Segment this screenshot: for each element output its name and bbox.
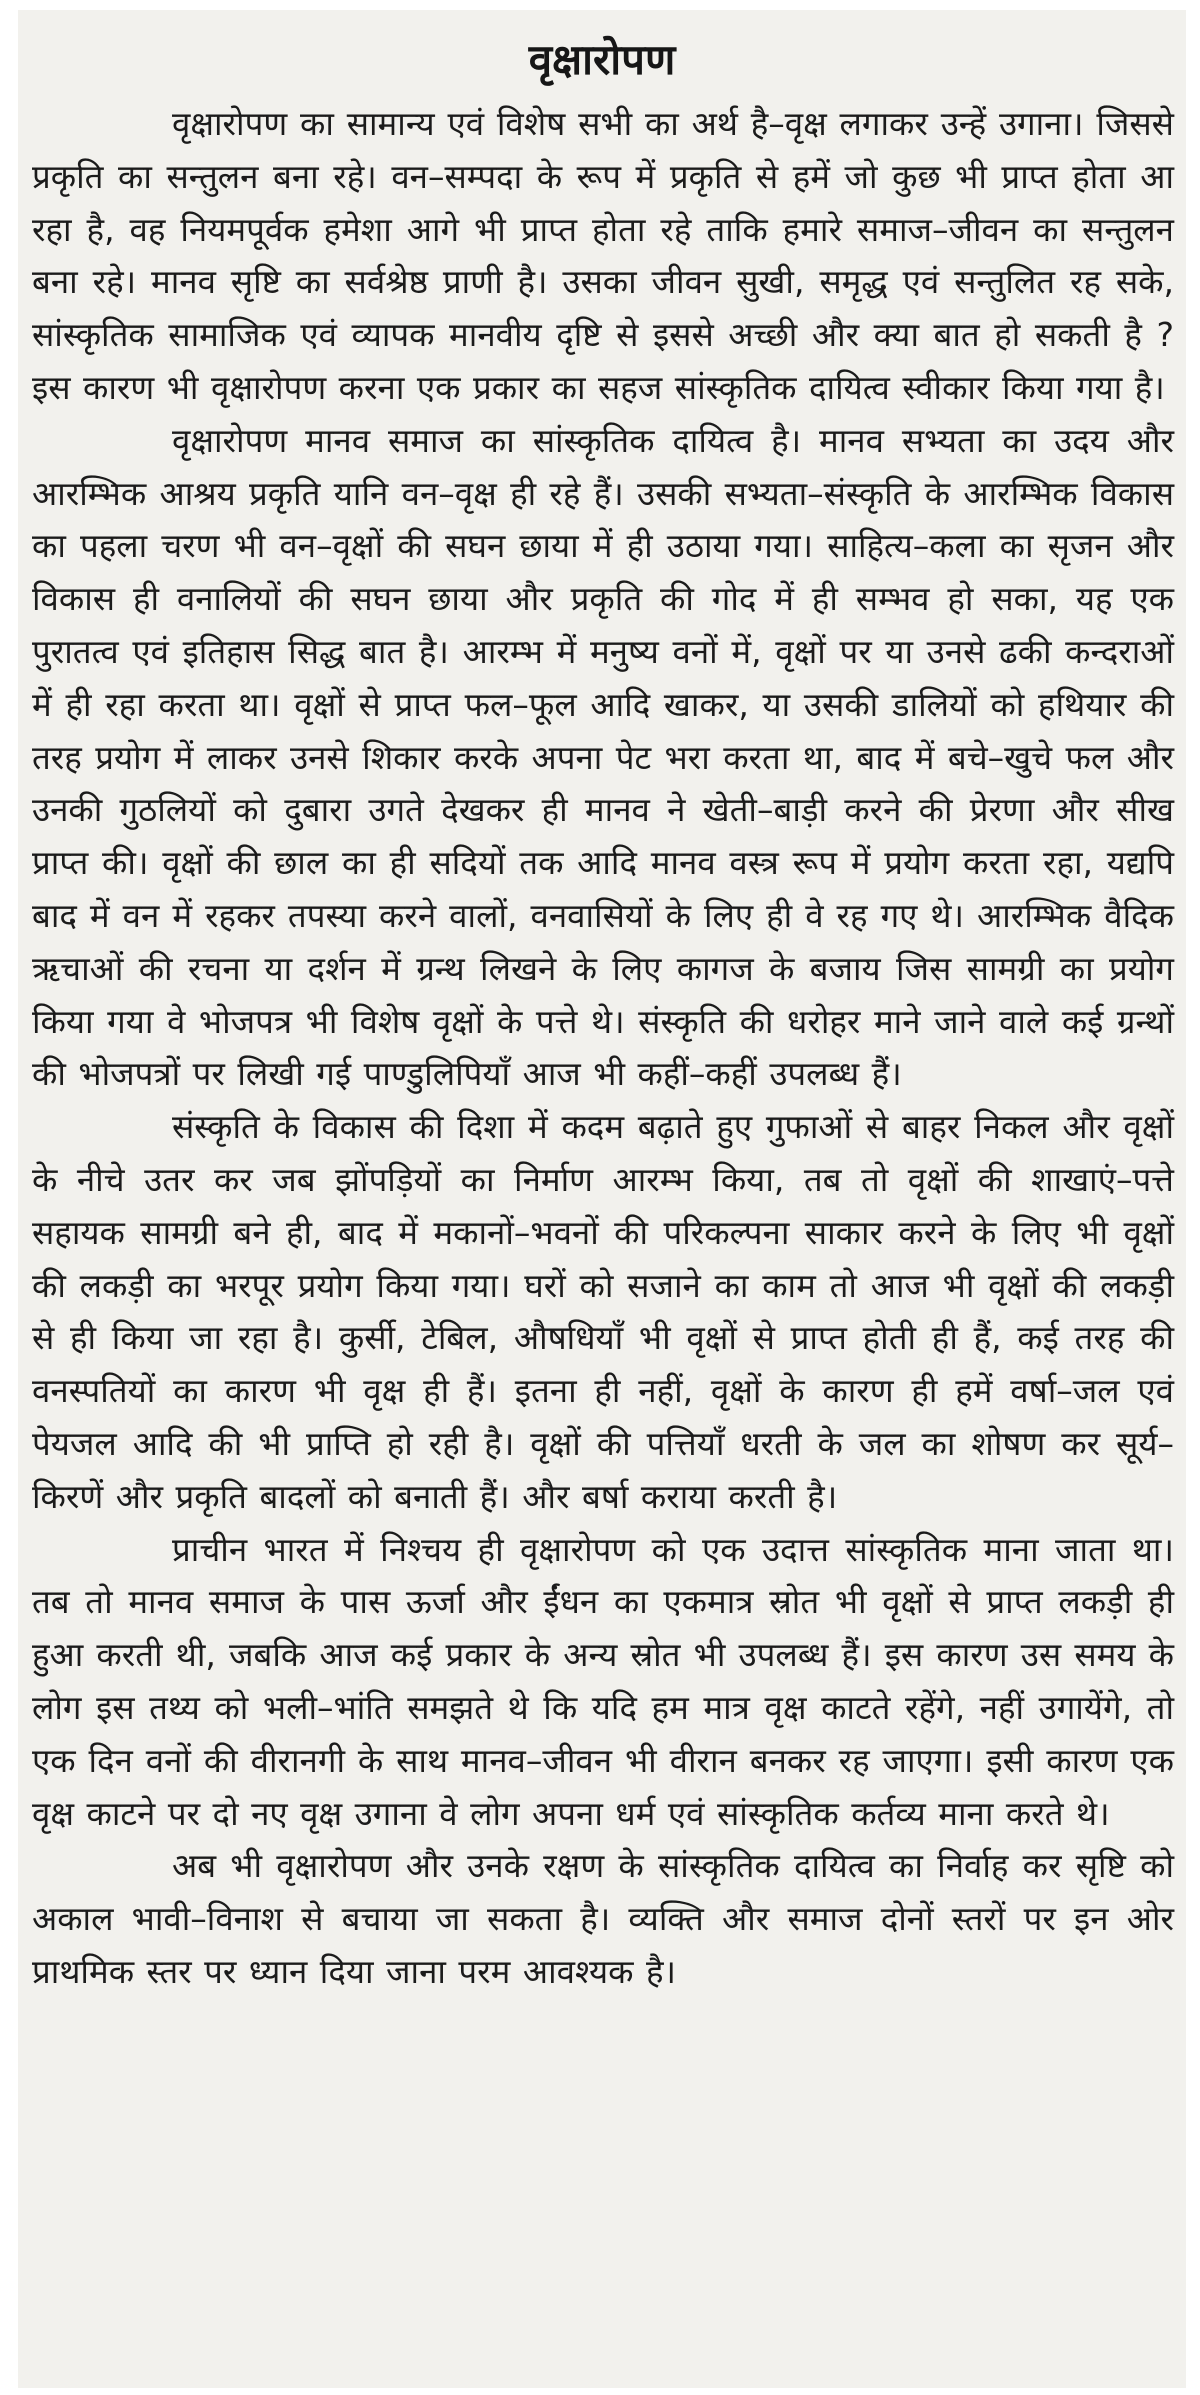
paragraph-5: अब भी वृक्षारोपण और उनके रक्षण के सांस्कृतिक दायित्व का निर्वाह कर सृष्टि को अकाल भावी–विनाश से बचाया जा सकता है। व्यक्ति और समाज दोनों स्तरों पर इन ओर प्राथमिक स्तर पर ध्यान दिया जाना परम आवश्यक है। — [32, 1846, 1174, 1991]
paragraph-2: वृक्षारोपण मानव समाज का सांस्कृतिक दायित्व है। मानव सभ्यता का उदय और आरम्भिक आश्रय प्रकृति यानि वन–वृक्ष ही रहे हैं। उसकी सभ्यता–संस्कृति के आरम्भिक विकास का पहला चरण भी वन–वृक्षों की सघन छाया में ही उठाया गया। साहित्य–कला का सृजन और विकास ही वनालियों की सघन छाया और प्रकृति की गोद में ही सम्भव हो सका, यह एक पुरातत्व एवं इतिहास सिद्ध बात है। आरम्भ में मनुष्य वनों में, वृक्षों पर या उनसे ढकी कन्दराओं में ही रहा करता था। वृक्षों से प्राप्त फल–फूल आदि खाकर, या उसकी डालियों को हथियार की तरह प्रयोग में लाकर उनसे शिकार करके अपना पेट भरा करता था, बाद में बचे–खुचे फल और उनकी गुठलियों को दुबारा उगते देखकर ही मानव ने खेती–बाड़ी करने की प्रेरणा और सीख प्राप्त की। वृक्षों की छाल का ही सदियों तक आदि मानव वस्त्र रूप में प्रयोग करता रहा, यद्यपि बाद में वन में रहकर तपस्या करने वालों, वनवासियों के लिए ही वे रह गए थे। आरम्भिक वैदिक ऋचाओं की रचना या दर्शन में ग्रन्थ लिखने के लिए कागज के बजाय जिस सामग्री का प्रयोग किया गया वे भोजपत्र भी विशेष वृक्षों के पत्ते थे। संस्कृति की धरोहर माने जाने वाले कई ग्रन्थों की भोजपत्रों पर लिखी गई पाण्डुलिपियाँ आज भी कहीं–कहीं उपलब्ध हैं। — [32, 420, 1174, 1094]
page-title: वृक्षारोपण — [528, 35, 676, 84]
essay-page — [18, 10, 1186, 2388]
paragraph-1: वृक्षारोपण का सामान्य एवं विशेष सभी का अर्थ है–वृक्ष लगाकर उन्हें उगाना। जिससे प्रकृति का सन्तुलन बना रहे। वन–सम्पदा के रूप में प्रकृति से हमें जो कुछ भी प्राप्त होता आ रहा है, वह नियमपूर्वक हमेशा आगे भी प्राप्त होता रहे ताकि हमारे समाज–जीवन का सन्तुलन बना रहे। मानव सृष्टि का सर्वश्रेष्ठ प्राणी है। उसका जीवन सुखी, समृद्ध एवं सन्तुलित रह सके, सांस्कृतिक सामाजिक एवं व्यापक मानवीय दृष्टि से इससे अच्छी और क्या बात हो सकती है ? इस कारण भी वृक्षारोपण करना एक प्रकार का सहज सांस्कृतिक दायित्व स्वीकार किया गया है। — [32, 104, 1174, 407]
paragraph-3: संस्कृति के विकास की दिशा में कदम बढ़ाते हुए गुफाओं से बाहर निकल और वृक्षों के नीचे उतर कर जब झोंपड़ियों का निर्माण आरम्भ किया, तब तो वृक्षों की शाखाएं–पत्ते सहायक सामग्री बने ही, बाद में मकानों–भवनों की परिकल्पना साकार करने के लिए भी वृक्षों की लकड़ी का भरपूर प्रयोग किया गया। घरों को सजाने का काम तो आज भी वृक्षों की लकड़ी से ही किया जा रहा है। कुर्सी, टेबिल, औषधियाँ भी वृक्षों से प्राप्त होती ही हैं, कई तरह की वनस्पतियों का कारण भी वृक्ष ही हैं। इतना ही नहीं, वृक्षों के कारण ही हमें वर्षा–जल एवं पेयजल आदि की भी प्राप्ति हो रही है। वृक्षों की पत्तियाँ धरती के जल का शोषण कर सूर्य–किरणें और प्रकृति बादलों को बनाती हैं। और बर्षा कराया करती है। — [32, 1107, 1174, 1516]
paragraph-4: प्राचीन भारत में निश्चय ही वृक्षारोपण को एक उदात्त सांस्कृतिक माना जाता था। तब तो मानव समाज के पास ऊर्जा और ईंधन का एकमात्र स्रोत भी वृक्षों से प्राप्त लकड़ी ही हुआ करती थी, जबकि आज कई प्रकार के अन्य स्रोत भी उपलब्ध हैं। इस कारण उस समय के लोग इस तथ्य को भली–भांति समझते थे कि यदि हम मात्र वृक्ष काटते रहेंगे, नहीं उगायेंगे, तो एक दिन वनों की वीरानगी के साथ मानव–जीवन भी वीरान बनकर रह जाएगा। इसी कारण एक वृक्ष काटने पर दो नए वृक्ष उगाना वे लोग अपना धर्म एवं सांस्कृतिक कर्तव्य माना करते थे। — [32, 1529, 1174, 1833]
